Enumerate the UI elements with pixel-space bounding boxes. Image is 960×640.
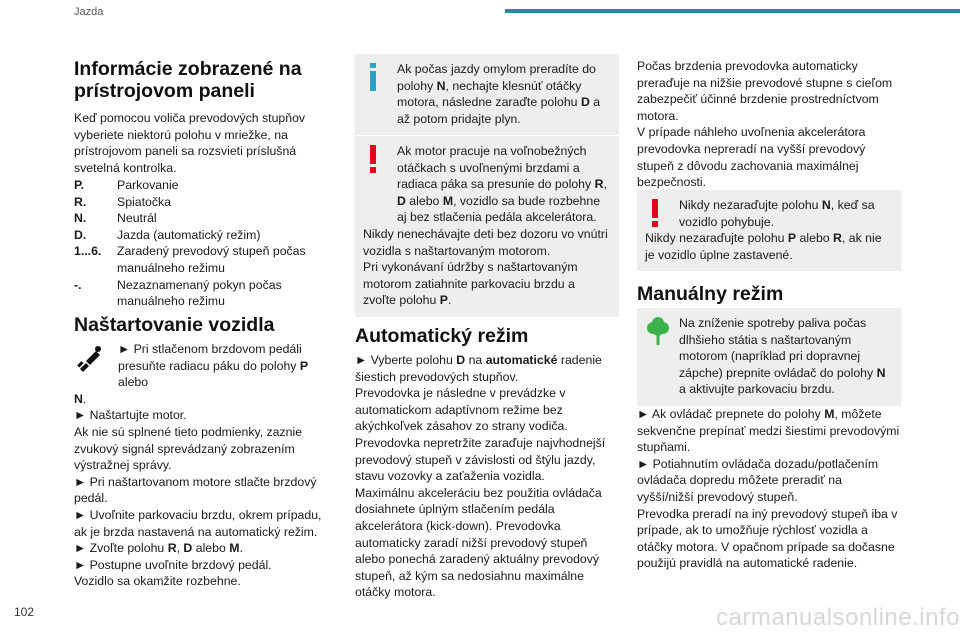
- def-row: N. Neutrál: [74, 211, 157, 226]
- info-icon: [363, 63, 383, 93]
- def-row: P. Parkovanie: [74, 178, 179, 192]
- def-row: 1...6. Zaradený prevodový stupeň počas manuálneho režimu: [74, 244, 306, 275]
- eco-leaf-icon: [645, 317, 671, 347]
- def-row: D. Jazda (automatický režim): [74, 227, 261, 242]
- info-intro: Keď pomocou voliča prevodových stupňov vyberiete niektorú polohu v mriežke, na prístrojovom paneli sa rozsvieti príslušná svetelná kontrolka.: [74, 111, 306, 175]
- running-header: Jazda: [74, 6, 104, 18]
- watermark: carmanualsonline.info: [716, 604, 960, 631]
- auto-instructions: ► Vyberte polohu D na automatické radenie šiestich prevodových stupňov. Prevodovka je následne v prevádzke v automatickom adaptívnom režime bez akýchkoľvek zásahov zo strany vodiča. Prevodovka nepretržite zaraďuje najvhodnejší prevodový stupeň v závislosti od štýlu jazdy, stavu vozovky a zaťaženia vozidla. Maximálnu akceleráciu bez použitia ovládača dosiahnete úplným stlačením pedála akcelerátora (kick-down). Prevodovka automaticky zaradí nižší prevodový stupeň alebo ponechá zaradený aktuálny prevodový stupeň, až kým sa nedosiahnu maximálne otáčky motora.: [355, 353, 606, 600]
- section-title-info: Informácie zobrazené na prístrojovom paneli: [74, 58, 302, 102]
- warning-icon: [363, 145, 383, 175]
- section-title-auto: Automatický režim: [355, 325, 529, 347]
- info-box: Ak počas jazdy omylom preradíte do polohy N, nechajte klesnúť otáčky motora, následne zaraďte polohu D a až potom pridajte plyn.: [355, 54, 619, 135]
- brake-paragraphs: Počas brzdenia prevodovka automaticky preraďuje na nižšie prevodové stupne s cieľom zabezpečiť účinné brzdenie prostredníctvom motora. V prípade náhleho uvoľnenia akcelerátora prevodovka nepreradí na vyšší prevodový stupeň z dôvodu zachovania maximálnej bezpečnosti.: [637, 59, 893, 190]
- header-accent-bar: [505, 9, 960, 13]
- def-row: R. Spiatočka: [74, 194, 172, 209]
- manual-instructions: ► Ak ovládač prepnete do polohy M, môžete sekvenčne prepínať medzi šiestimi prevodovými stupňami. ► Potiahnutím ovládača dozadu/potlačením ovládača dopredu môžete preradiť na vyšší/nižší prevodový stupeň. Prevodka preradí na iný prevodový stupeň iba v prípade, ak to umožňuje rýchlosť vozidla a otáčky motora. V opačnom prípade sa dočasne použijú pravidlá na automatické radenie.: [637, 407, 900, 571]
- section-title-start: Naštartovanie vozidla: [74, 314, 275, 336]
- gear-definition-list: [74, 177, 336, 310]
- foot-brake-icon: [74, 343, 106, 375]
- start-instructions: ► Pri stlačenom brzdovom pedáli presuňte radiacu páku do polohy P alebo N. ► Naštartujte motor. Ak nie sú splnené tieto podmienky, zaznie zvukový signál sprevádzaný zobrazením výstražnej správy. ► Pri naštartovanom motore stlačte brzdový pedál. ► Uvoľnite parkovaciu brzdu, okrem prípadu, ak je brzda nastavená na automatický režim. ► Zvoľte polohu R, D alebo M. ► Postupne uvoľnite brzdový pedál. Vozidlo sa okamžite rozbehne.: [74, 341, 336, 590]
- page-number: 102: [14, 605, 35, 619]
- warning-icon: [645, 199, 665, 229]
- start-first-row: ► Pri stlačenom brzdovom pedáli presuňte radiacu páku do polohy P alebo: [74, 341, 336, 391]
- def-row: -. Nezaznamenaný pokyn počas manuálneho režimu: [74, 277, 282, 309]
- warning-box: Ak motor pracuje na voľnobežných otáčkach s uvoľnenými brzdami a radiaca páka sa presunie do polohy R, D alebo M, vozidlo sa bude rozbehne aj bez stlačenia pedála akcelerátora. Nikdy nenechávajte deti bez dozoru vo vnútri vozidla s naštartovaným motorom. Pri vykonávaní údržby s naštartovaným motorom zatiahnite parkovaciu brzdu a zvoľte polohu P.: [355, 136, 619, 317]
- section-title-manual: Manuálny režim: [637, 283, 784, 305]
- eco-box: Na zníženie spotreby paliva počas dlhšieho státia s naštartovaným motorom (napríklad pri dopravnej zápche) prepnite ovládač do polohy N a aktivujte parkovaciu brzdu.: [637, 308, 901, 406]
- warning-box: Nikdy nezaraďujte polohu N, keď sa vozidlo pohybuje. Nikdy nezaraďujte polohu P alebo R, ak nie je vozidlo úplne zastavené.: [637, 190, 901, 271]
